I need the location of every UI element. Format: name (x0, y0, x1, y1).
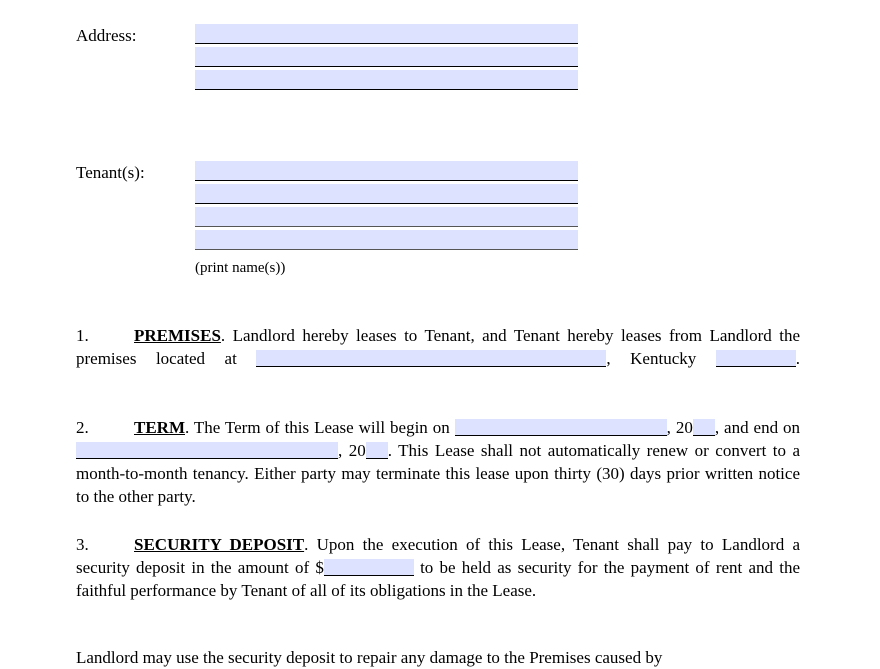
premises-zip-field[interactable] (716, 350, 796, 367)
term-start-year-field[interactable] (693, 419, 715, 436)
term-text-5: . This Lease shall not automatically renew or convert to a month-to-month tenancy. Either party may terminate this lease upon thirty (30) days prior written notice to the other party. (76, 441, 800, 506)
address-field-line-1[interactable] (195, 24, 578, 44)
term-heading: TERM (134, 418, 185, 437)
term-start-date-field[interactable] (455, 419, 667, 436)
premises-heading: PREMISES (134, 326, 221, 345)
tenant-print-name-caption: (print name(s)) (195, 260, 286, 276)
tenant-field-line-3[interactable] (195, 207, 578, 227)
premises-text-1: . Landlord hereby leases to Tenant, and Tenant hereby leases from Landlord the premises located at (76, 326, 800, 368)
address-label: Address: (76, 26, 137, 45)
address-field-line-3[interactable] (195, 70, 578, 90)
premises-address-field[interactable] (256, 350, 606, 367)
term-text-2: , 20 (666, 418, 693, 437)
term-paragraph (76, 416, 800, 508)
security-deposit-text-2: to be held as security for the payment of rent and the faithful performance by Tenant of all of its obligations in the Lease. (76, 558, 800, 600)
tenant-field-line-1[interactable] (195, 161, 578, 181)
term-text-4: , 20 (338, 441, 366, 460)
tenant-field-line-4[interactable] (195, 230, 578, 250)
security-deposit-paragraph (76, 533, 800, 602)
tenants-label: Tenant(s): (76, 163, 145, 182)
premises-number: 1. (76, 326, 89, 345)
tenant-field-line-2[interactable] (195, 184, 578, 204)
security-deposit-text-1: . Upon the execution of this Lease, Tenant shall pay to Landlord a security deposit in the amount of $ (76, 535, 800, 577)
premises-text-2: , Kentucky (606, 349, 697, 368)
term-end-year-field[interactable] (366, 442, 388, 459)
premises-paragraph (76, 324, 800, 370)
address-field-line-2[interactable] (195, 47, 578, 67)
security-deposit-amount-field[interactable] (324, 559, 414, 576)
next-paragraph-partial: Landlord may use the security deposit to repair any damage to the Premises caused by (76, 648, 663, 667)
term-text-1: . The Term of this Lease will begin on (185, 418, 450, 437)
term-end-date-field[interactable] (76, 442, 338, 459)
premises-text-3: . (795, 349, 801, 368)
term-number: 2. (76, 418, 89, 437)
term-text-3: , and end on (714, 418, 800, 437)
security-deposit-number: 3. (76, 535, 89, 554)
security-deposit-heading: SECURITY DEPOSIT (134, 535, 305, 554)
